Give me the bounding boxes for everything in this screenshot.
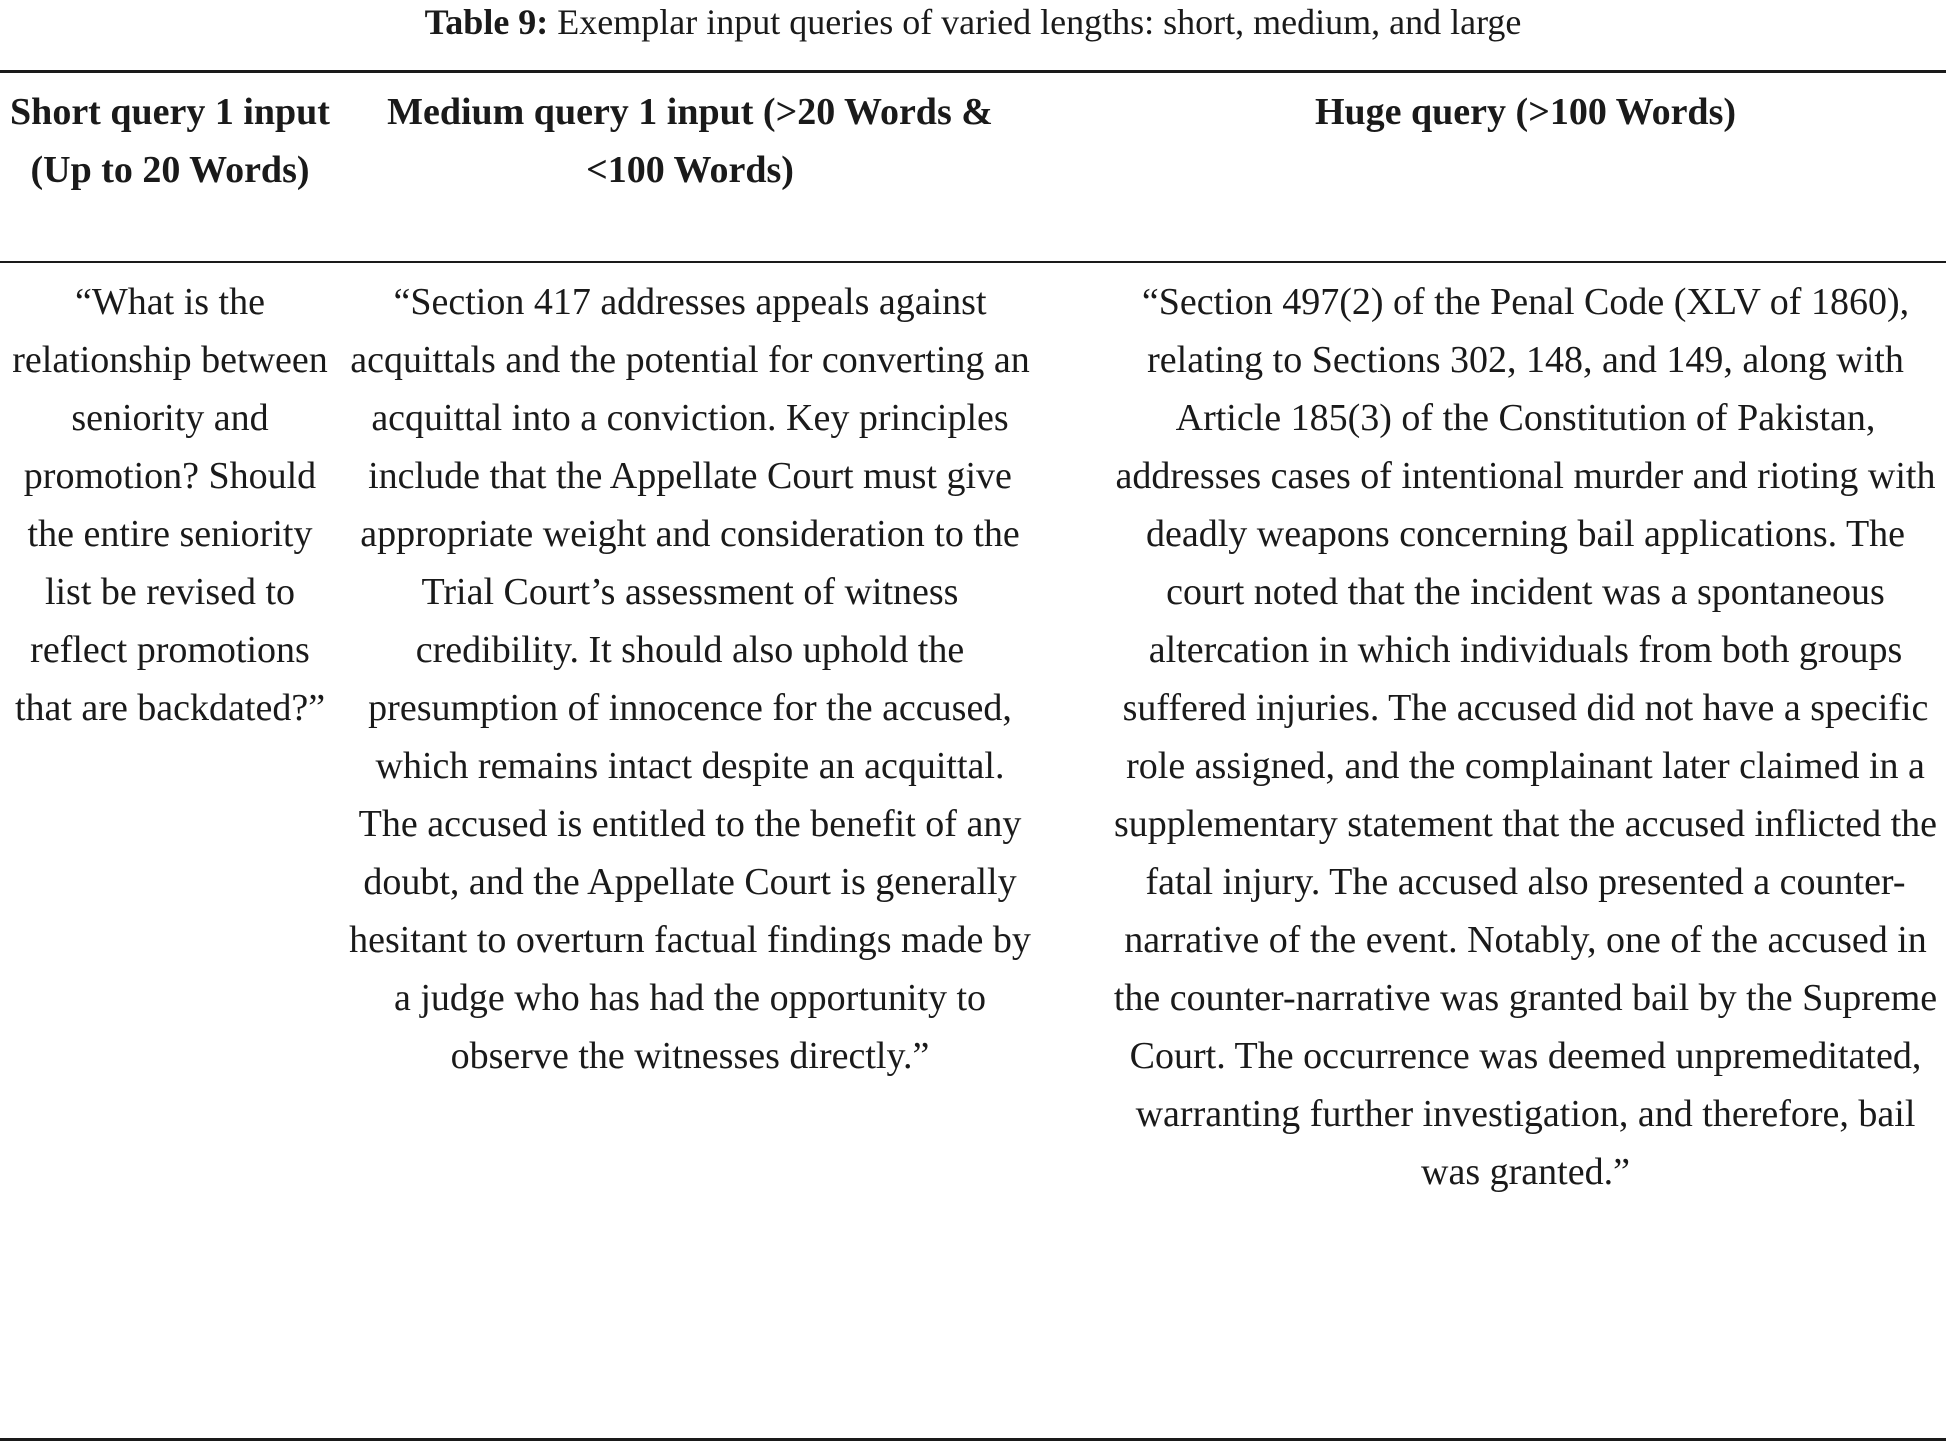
cell-short-query: “What is the relationship between seniority and promotion? Should the entire seniority list be revised to reflect promotions that are backdated?”: [12, 281, 328, 729]
table-caption: [0, 0, 1946, 44]
table-caption-label: Table 9:: [424, 2, 549, 42]
cell-huge-query: “Section 497(2) of the Penal Code (XLV of 1860), relating to Sections 302, 148, and 149, along with Article 185(3) of the Constitution of Pakistan, addresses cases of intentional murder and rioting with deadly weapons concerning bail applications. The court noted that the incident was a spontaneous altercation in which individuals from both groups suffered injuries. The accused did not have a specific role assigned, and the complainant later claimed in a supplementary statement that the accused inflicted the fatal injury. The accused also presented a counter-narrative of the event. Notably, one of the accused in the counter-narrative was granted bail by the Supreme Court. The occurrence was deemed unpremeditated, warranting further investigation, and therefore, bail was granted.”: [1113, 281, 1938, 1193]
table-caption-text: Exemplar input queries of varied lengths: short, medium, and large: [548, 2, 1522, 42]
table-header-rule: [0, 261, 1946, 263]
cell-medium-query: “Section 417 addresses appeals against acquittals and the potential for converting an acquittal into a conviction. Key principles include that the Appellate Court must give appropriate weight and consideration to the Trial Court’s assessment of witness credibility. It should also uphold the presumption of innocence for the accused, which remains intact despite an acquittal. The accused is entitled to the benefit of any doubt, and the Appellate Court is generally hesitant to overturn factual findings made by a judge who has had the opportunity to observe the witnesses directly.”: [349, 281, 1031, 1077]
table-bottom-rule: [0, 1438, 1946, 1441]
header-short-query: Short query 1 input (Up to 20 Words): [10, 91, 330, 191]
header-medium-query: Medium query 1 input (>20 Words & <100 Words): [387, 91, 993, 191]
table-top-rule: [0, 70, 1946, 73]
header-huge-query: Huge query (>100 Words): [1314, 91, 1737, 133]
